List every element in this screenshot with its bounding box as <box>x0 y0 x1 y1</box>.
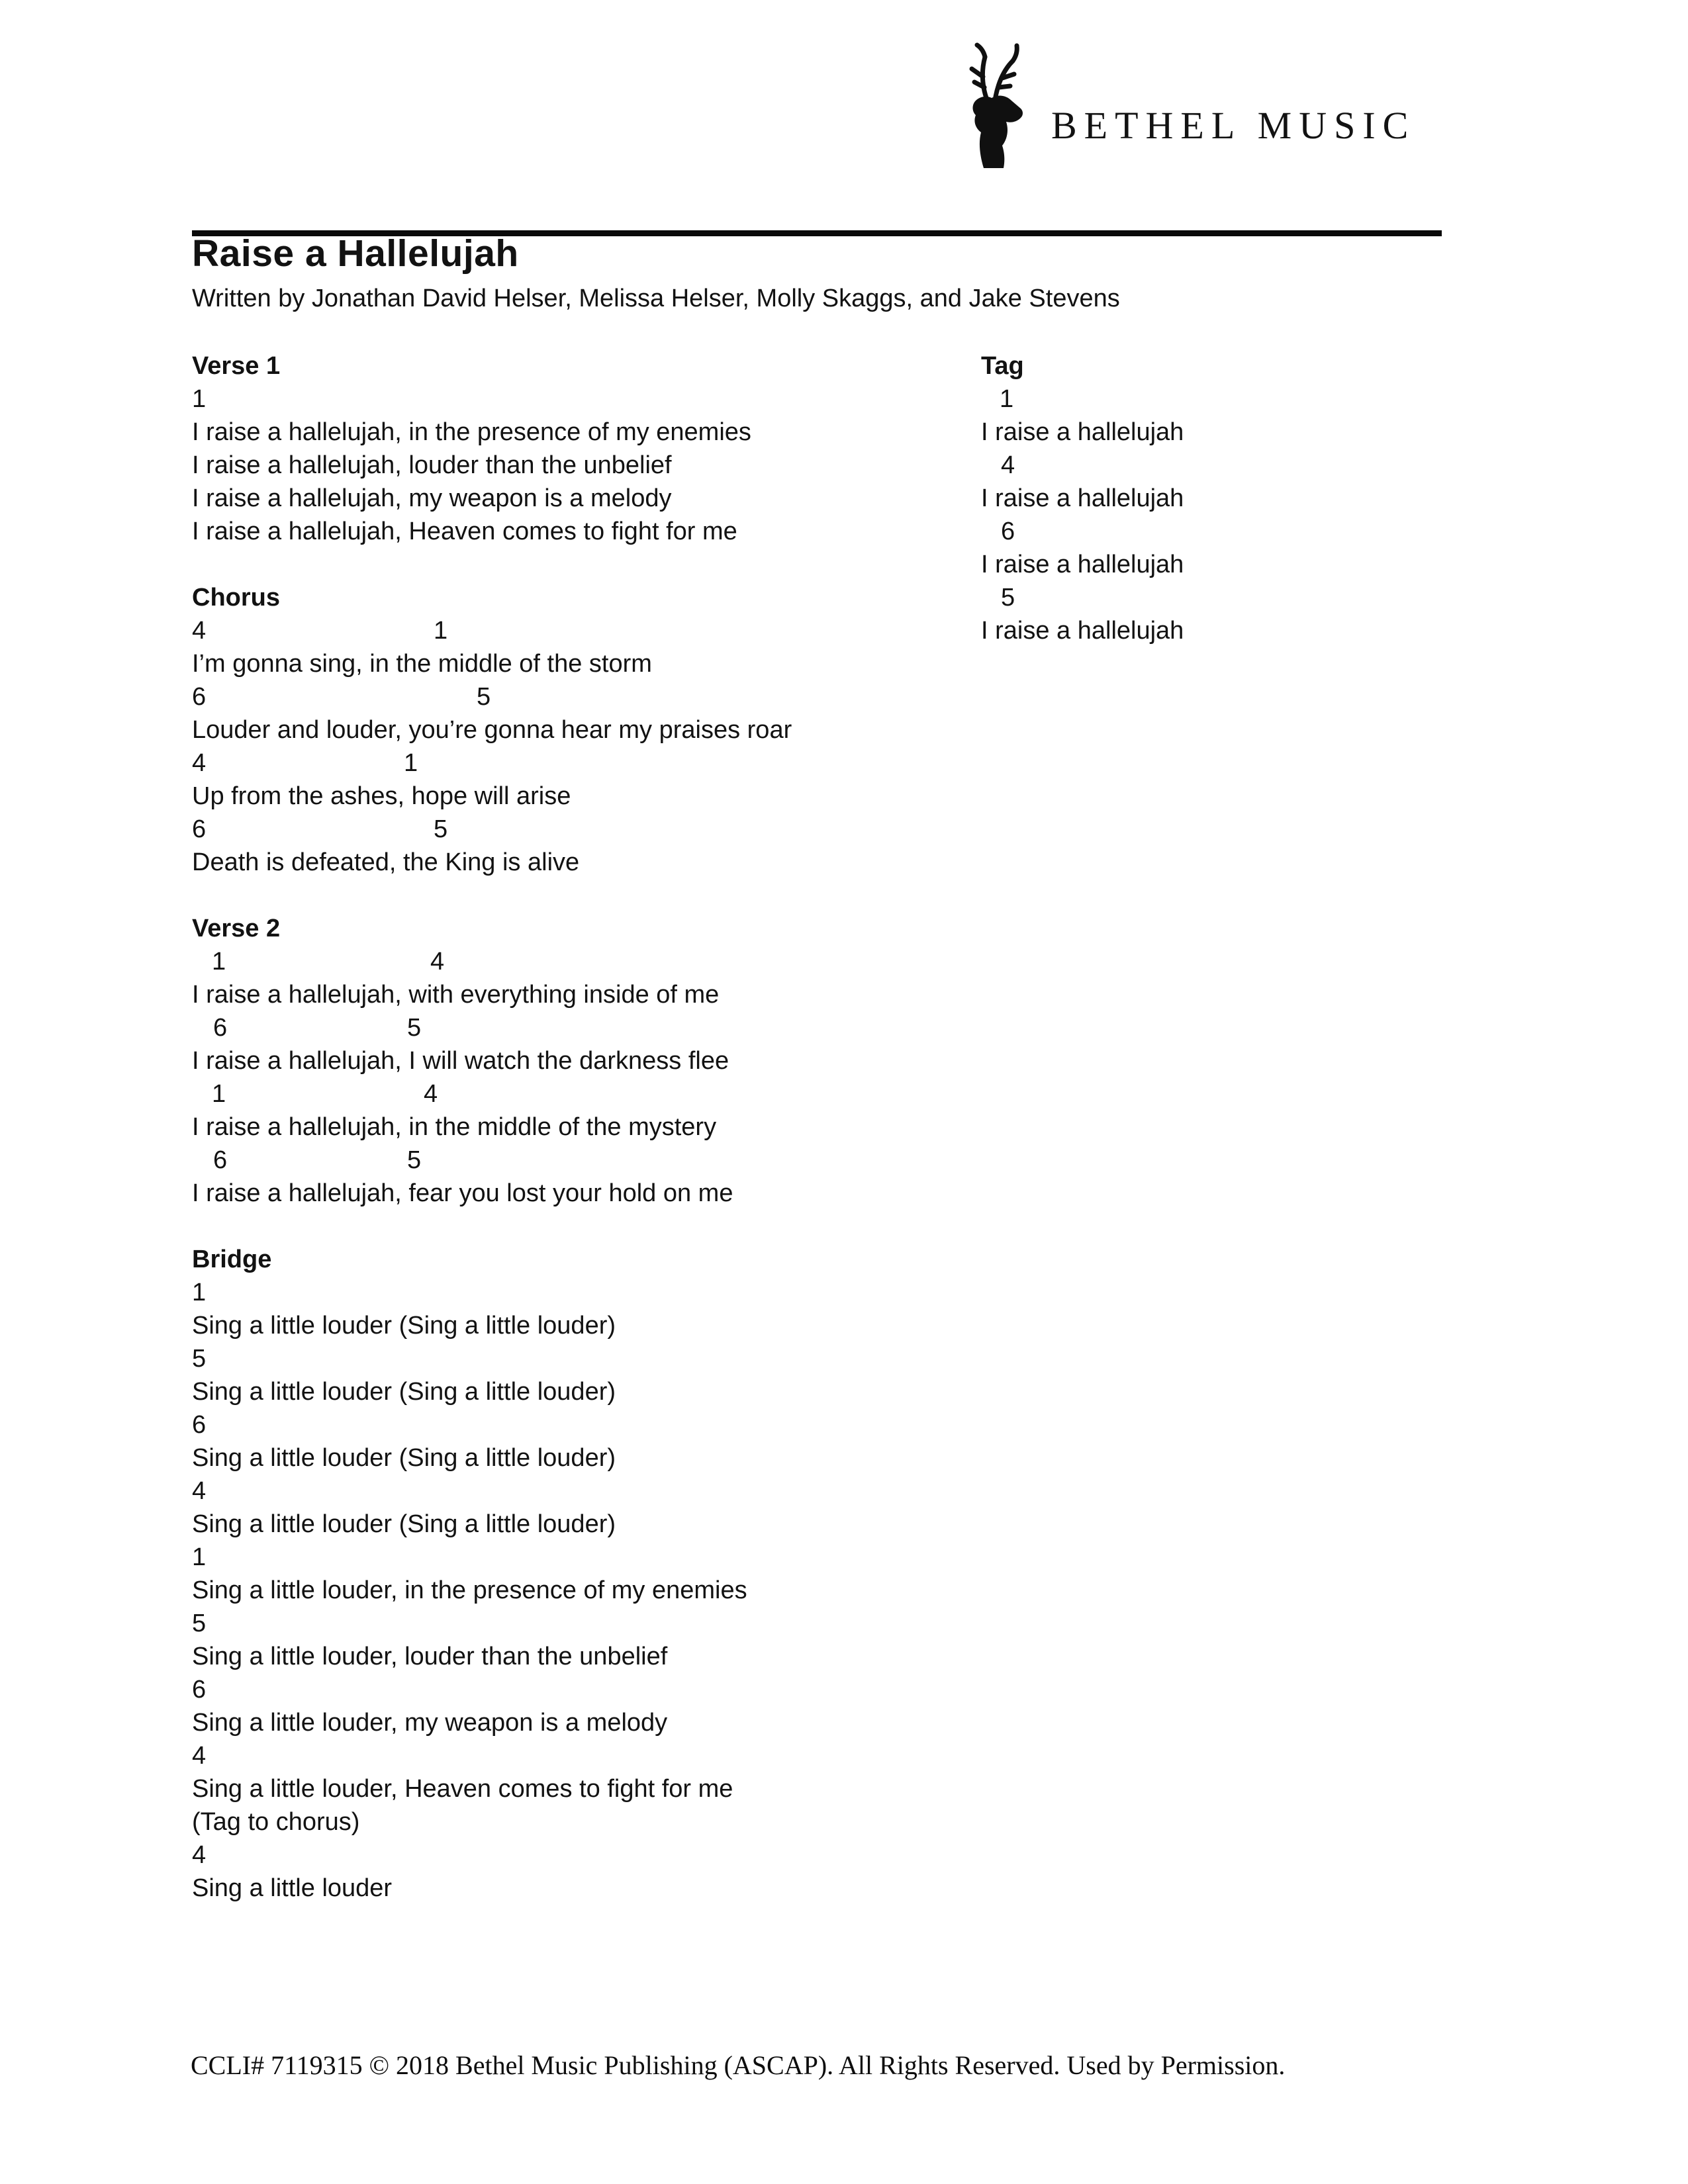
lyric-line: I raise a hallelujah, in the middle of the mystery <box>192 1113 717 1141</box>
chord: 4 <box>192 617 207 645</box>
column-right <box>981 349 1497 680</box>
chord-line <box>981 383 1497 416</box>
lyric-line: Sing a little louder (Sing a little louder) <box>192 1312 616 1340</box>
chord-line <box>192 383 980 416</box>
chord: 6 <box>213 1146 228 1174</box>
lyric-line: Sing a little louder (Sing a little louder) <box>192 1378 616 1406</box>
chord-line <box>192 1011 980 1044</box>
chord: 6 <box>192 1411 207 1439</box>
section-heading: Chorus <box>192 584 280 612</box>
chord: 5 <box>192 1610 207 1637</box>
chord-line <box>981 449 1497 482</box>
chord-line <box>192 1077 980 1111</box>
lyric-line: Sing a little louder, in the presence of my enemies <box>192 1576 747 1604</box>
chord: 5 <box>407 1014 422 1042</box>
chord: 6 <box>1001 518 1015 545</box>
lyric-line: Up from the ashes, hope will arise <box>192 782 571 810</box>
lyric-line: I raise a hallelujah, in the presence of my enemies <box>192 418 751 446</box>
chord-line <box>192 1541 980 1574</box>
lyric-line: I raise a hallelujah, louder than the unbelief <box>192 451 672 479</box>
section-chorus <box>192 581 980 879</box>
chord-line <box>192 1144 980 1177</box>
lyric-line: I raise a hallelujah <box>981 617 1184 645</box>
chord: 1 <box>404 749 418 777</box>
chord: 4 <box>192 1841 207 1869</box>
chord-line <box>981 581 1497 614</box>
chord: 4 <box>192 1477 207 1505</box>
chord: 5 <box>477 683 491 711</box>
chord-line <box>192 813 980 846</box>
chord-line <box>192 1839 980 1872</box>
song-title: Raise a Hallelujah <box>192 232 519 275</box>
chord: 5 <box>1001 584 1015 612</box>
lyric-line: Sing a little louder, louder than the unbelief <box>192 1643 668 1670</box>
section-heading: Verse 2 <box>192 915 281 942</box>
chord-line <box>192 1276 980 1309</box>
section-tag <box>981 349 1497 647</box>
stag-icon <box>952 42 1035 168</box>
section-verse-2 <box>192 912 980 1210</box>
lyric-line: (Tag to chorus) <box>192 1808 360 1836</box>
lyric-line: Sing a little louder <box>192 1874 393 1902</box>
section-heading: Bridge <box>192 1246 272 1273</box>
chord: 1 <box>192 1543 207 1571</box>
chord: 5 <box>407 1146 422 1174</box>
lyric-line: I’m gonna sing, in the middle of the storm <box>192 650 652 678</box>
chord: 6 <box>192 815 207 843</box>
chord: 6 <box>192 683 207 711</box>
chord-line <box>192 1475 980 1508</box>
section-heading: Tag <box>981 352 1024 380</box>
chord-line <box>192 747 980 780</box>
chord: 1 <box>212 948 226 976</box>
column-left <box>192 349 980 1938</box>
chord: 6 <box>192 1676 207 1704</box>
lyric-line: Sing a little louder (Sing a little louder) <box>192 1444 616 1472</box>
chord: 4 <box>1001 451 1015 479</box>
lyric-line: I raise a hallelujah, I will watch the darkness flee <box>192 1047 729 1075</box>
lyric-line: I raise a hallelujah <box>981 418 1184 446</box>
chord: 4 <box>424 1080 438 1108</box>
chord: 4 <box>192 749 207 777</box>
chord: 1 <box>1000 385 1014 413</box>
chord: 4 <box>430 948 445 976</box>
bethel-music-logo <box>952 42 1455 175</box>
lyric-line: Death is defeated, the King is alive <box>192 848 580 876</box>
lyric-line: I raise a hallelujah <box>981 551 1184 578</box>
chord: 1 <box>192 385 207 413</box>
lyric-line: I raise a hallelujah, fear you lost your hold on me <box>192 1179 733 1207</box>
chord-line <box>192 1673 980 1706</box>
lyric-line: Sing a little louder (Sing a little louder) <box>192 1510 616 1538</box>
chord-line <box>192 614 980 647</box>
section-verse-1 <box>192 349 980 548</box>
lyric-line: I raise a hallelujah, with everything inside of me <box>192 981 720 1009</box>
lyric-line: I raise a hallelujah, Heaven comes to fight for me <box>192 518 737 545</box>
chord: 1 <box>434 617 448 645</box>
chord-line <box>192 680 980 713</box>
chord: 1 <box>192 1279 207 1306</box>
chord: 5 <box>434 815 448 843</box>
lyric-line: I raise a hallelujah <box>981 484 1184 512</box>
chord-line <box>192 1408 980 1441</box>
section-bridge <box>192 1243 980 1905</box>
chord-line <box>192 1607 980 1640</box>
lyric-line: Sing a little louder, my weapon is a melody <box>192 1709 668 1737</box>
chord-line <box>192 1739 980 1772</box>
logo-wordmark: BETHEL MUSIC <box>1051 104 1416 147</box>
chord: 6 <box>213 1014 228 1042</box>
chord-line <box>192 1342 980 1375</box>
chord: 4 <box>192 1742 207 1770</box>
lyric-line: Louder and louder, you’re gonna hear my praises roar <box>192 716 792 744</box>
chord-line <box>192 945 980 978</box>
chord: 1 <box>212 1080 226 1108</box>
section-heading: Verse 1 <box>192 352 281 380</box>
lyric-line: I raise a hallelujah, my weapon is a melody <box>192 484 672 512</box>
chord: 5 <box>192 1345 207 1373</box>
lyric-line: Sing a little louder, Heaven comes to fight for me <box>192 1775 733 1803</box>
copyright-footer: CCLI# 7119315 © 2018 Bethel Music Publishing (ASCAP). All Rights Reserved. Used by Permission. <box>191 2050 1286 2080</box>
chord-line <box>981 515 1497 548</box>
byline: Written by Jonathan David Helser, Melissa Helser, Molly Skaggs, and Jake Stevens <box>192 285 1120 312</box>
